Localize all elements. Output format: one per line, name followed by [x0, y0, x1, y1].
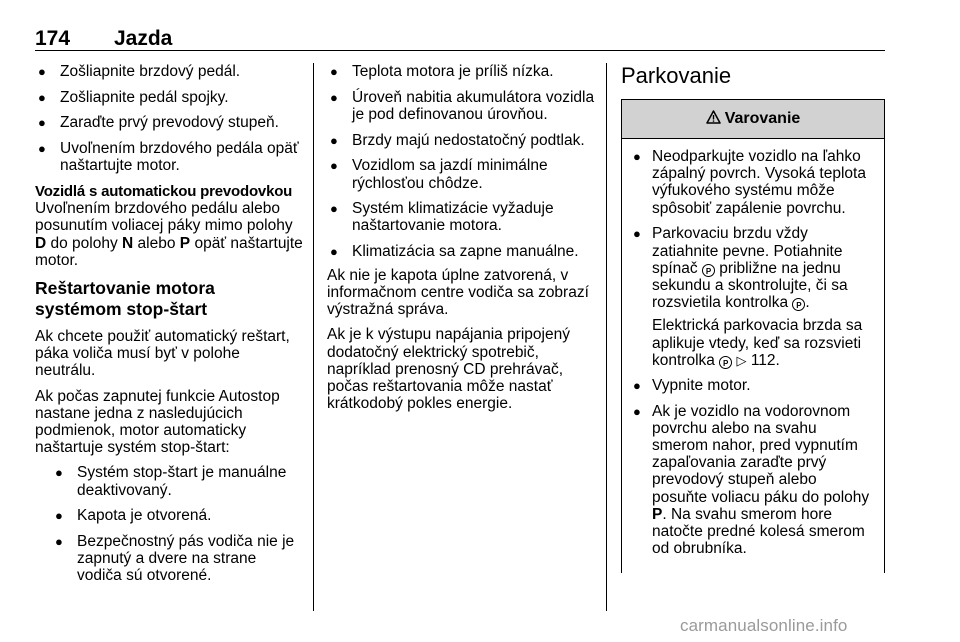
page-header	[35, 28, 885, 51]
steps-list	[35, 63, 303, 175]
list-item: ● Úroveň nabitia akumulátora vozidla je pod definovanou úrovňou.	[330, 88, 595, 123]
list-item: ● Zošliapnite pedál spojky.	[38, 88, 229, 106]
bullet-icon: ●	[633, 403, 641, 419]
bullet-icon: ●	[330, 158, 338, 174]
warning-list	[630, 148, 876, 311]
warning-body	[622, 139, 884, 557]
parking-brake-icon: P	[792, 298, 805, 311]
list-item: ● Parkovaciu brzdu vždy zatiahnite pevne. Potiahnite spínač P približne na jednu sekundu a skontrolujte, či sa rozsvietila kontrolka P .	[633, 225, 848, 312]
automatic-transmission-heading: Vozidlá s automatickou prevodovkou	[35, 183, 293, 201]
conditions-list-continued	[310, 63, 597, 260]
restart-paragraph-2: Ak počas zapnutej funkcie Autostop nastane jedna z nasledujúcich podmienok, motor automaticky naštartuje systém stop-štart:	[35, 387, 280, 457]
list-item: ● Uvoľnením brzdového pedála opäť naštartujte motor.	[38, 140, 299, 175]
parking-brake-icon: P	[702, 264, 715, 277]
list-item: ● Systém stop-štart je manuálne deaktivovaný.	[55, 464, 287, 499]
list-item: ● Neodparkujte vozidlo na ľahko zápalný povrch. Vysoká teplota výfukového systému môže spôsobiť zapálenie povrchu.	[633, 148, 866, 217]
bullet-icon: ●	[330, 132, 338, 148]
list-item: ● Vypnite motor.	[633, 376, 751, 394]
list-item: ● Brzdy majú nedostatočný podtlak.	[330, 131, 585, 149]
page-reference-icon: ▷	[736, 352, 747, 368]
bullet-icon: ●	[330, 244, 338, 260]
bullet-icon: ●	[55, 534, 63, 550]
list-item: ● Klimatizácia sa zapne manuálne.	[330, 243, 579, 261]
bullet-icon: ●	[330, 89, 338, 105]
bullet-icon: ●	[38, 89, 46, 105]
bullet-icon: ●	[633, 226, 641, 242]
list-item: ● Bezpečnostný pás vodiča nie je zapnutý a dvere na strane vodiča sú otvorené.	[55, 533, 295, 585]
list-item: ● Kapota je otvorená.	[55, 507, 212, 525]
bullet-icon: ●	[633, 149, 641, 164]
list-item: ● Vozidlom sa jazdí minimálne rýchlosťou chôdze.	[330, 157, 548, 192]
parking-heading: Parkovanie	[621, 63, 732, 88]
column-divider-2	[606, 63, 607, 611]
bullet-icon: ●	[633, 377, 641, 393]
bullet-icon: ●	[38, 141, 46, 157]
bullet-icon: ●	[330, 201, 338, 217]
column-1	[35, 63, 303, 593]
warning-header	[622, 100, 884, 139]
warning-triangle-icon	[706, 110, 721, 128]
bullet-icon: ●	[55, 508, 63, 524]
list-item: ● Zošliapnite brzdový pedál.	[38, 63, 241, 80]
list-item: ● Ak je vozidlo na vodorovnom povrchu alebo na svahu smerom nahor, pred vypnutím zapaľovania zaraďte prvý prevodový stupeň alebo posuňte voliacu páku do polohy P. Na svahu smerom hore natočte predné kolesá smerom od obrubníka.	[633, 402, 870, 558]
list-item: ● Zaraďte prvý prevodový stupeň.	[38, 114, 279, 132]
column-3	[621, 63, 885, 573]
column-2	[327, 63, 597, 420]
conditions-list	[35, 464, 303, 584]
bullet-icon: ●	[330, 64, 338, 79]
hood-warning-paragraph: Ak nie je kapota úplne zatvorená, v informačnom centre vodiča sa zobrazí výstražná správa.	[327, 266, 589, 319]
list-item: ● Teplota motora je príliš nízka.	[330, 63, 554, 80]
bullet-icon: ●	[38, 64, 46, 79]
automatic-transmission-text: Uvoľnením brzdového pedálu alebo posunutím voliacej páky mimo polohy D do polohy N alebo P opäť naštartujte motor.	[35, 200, 303, 269]
parking-brake-icon: P	[719, 356, 732, 369]
list-item: ● Systém klimatizácie vyžaduje naštartovanie motora.	[330, 200, 554, 235]
electric-brake-note: Elektrická parkovacia brzda sa aplikuje vtedy, keď sa rozsvieti kontrolka P ▷ 112.	[652, 317, 863, 369]
warning-label: Varovanie	[724, 110, 801, 128]
restart-heading: Reštartovanie motora systémom stop-štart	[35, 278, 215, 320]
bullet-icon: ●	[38, 115, 46, 131]
warning-box	[621, 99, 885, 573]
watermark: carmanualsonline.info	[680, 616, 848, 635]
page-number: 174	[35, 27, 71, 50]
warning-list-continued	[630, 377, 876, 558]
restart-paragraph-1: Ak chcete použiť automatický reštart, páka voliča musí byť v polohe neutrálu.	[35, 328, 290, 380]
bullet-icon: ●	[55, 465, 63, 481]
section-title: Jazda	[114, 27, 173, 50]
power-outlet-paragraph: Ak je k výstupu napájania pripojený dodatočný elektrický spotrebič, napríklad prenosný CD prehrávač, počas reštartovania môže nastať krátkodobý pokles energie.	[327, 326, 570, 413]
